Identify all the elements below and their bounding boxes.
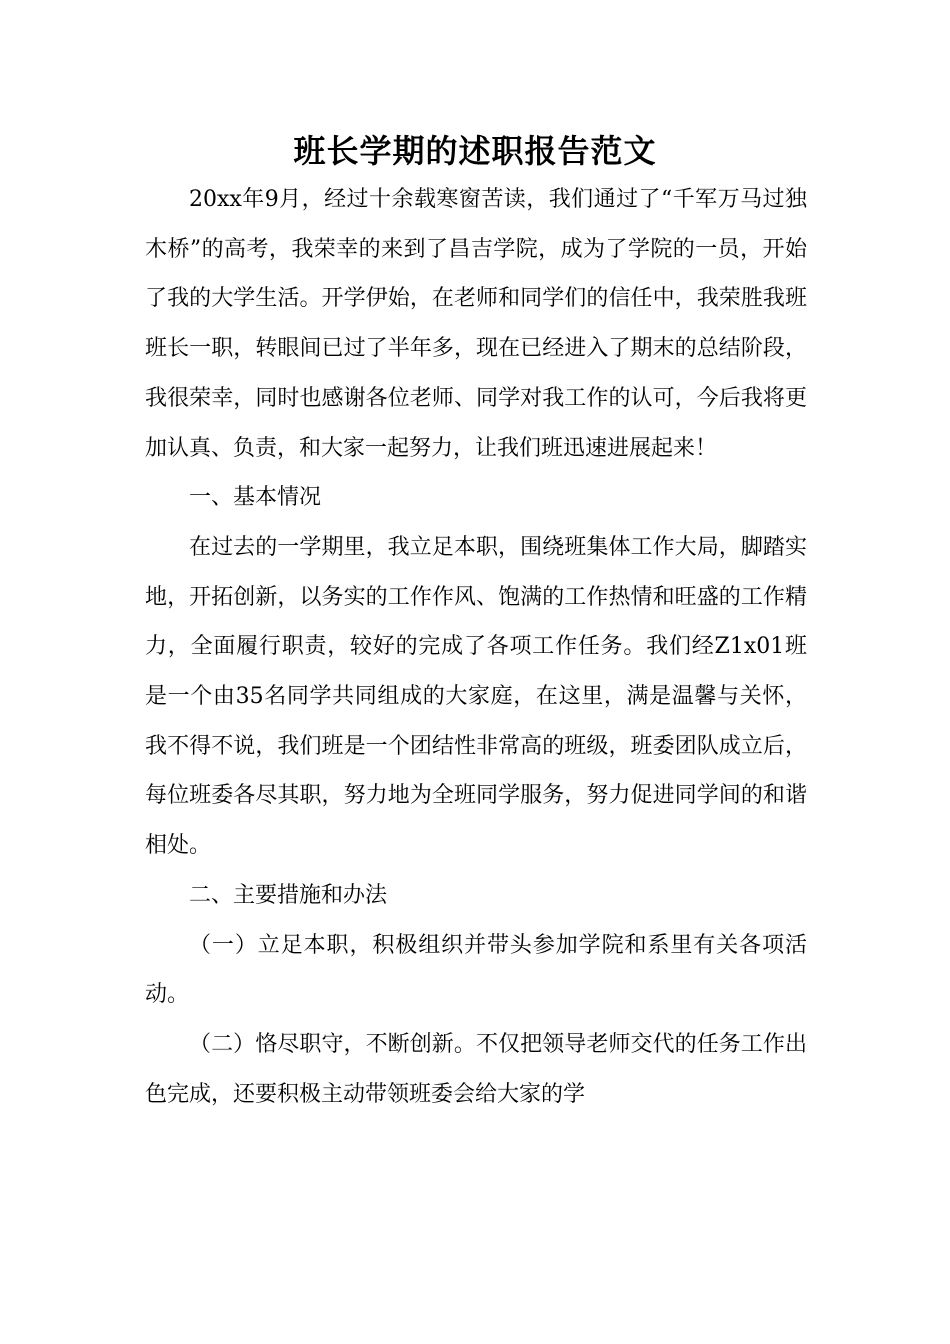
paragraph-basic-situation: 在过去的一学期里，我立足本职，围绕班集体工作大局，脚踏实地，开拓创新，以务实的工作作风、饱满的工作热情和旺盛的工作精力，全面履行职责，较好的完成了各项工作任务。我们经Z1x01班是一个由35名同学共同组成的大家庭，在这里，满是温馨与关怀，我不得不说，我们班是一个团结性非常高的班级，班委团队成立后，每位班委各尽其职，努力地为全班同学服务，努力促进同学间的和谐相处。: [145, 534, 807, 859]
paragraph-measure-2: （二）恪尽职守，不断创新。不仅把领导老师交代的任务工作出色完成，还要积极主动带领班委会给大家的学: [145, 1031, 807, 1107]
paragraph-intro: 20xx年9月，经过十余载寒窗苦读，我们通过了“千军万马过独木桥”的高考，我荣幸的来到了昌吉学院，成为了学院的一员，开始了我的大学生活。开学伊始，在老师和同学们的信任中，我荣胜我班班长一职，转眼间已过了半年多，现在已经进入了期末的总结阶段，我很荣幸，同时也感谢各位老师、同学对我工作的认可，今后我将更加认真、负责，和大家一起努力，让我们班迅速进展起来！: [145, 187, 807, 461]
section-heading-measures: 二、主要措施和办法: [189, 882, 388, 908]
section-heading-basic-situation: 一、基本情况: [189, 485, 322, 511]
document-body: [145, 175, 807, 1119]
paragraph-measure-1: （一）立足本职，积极组织并带头参加学院和系里有关各项活动。: [145, 932, 807, 1008]
document-title: 班长学期的述职报告范文: [293, 132, 657, 170]
